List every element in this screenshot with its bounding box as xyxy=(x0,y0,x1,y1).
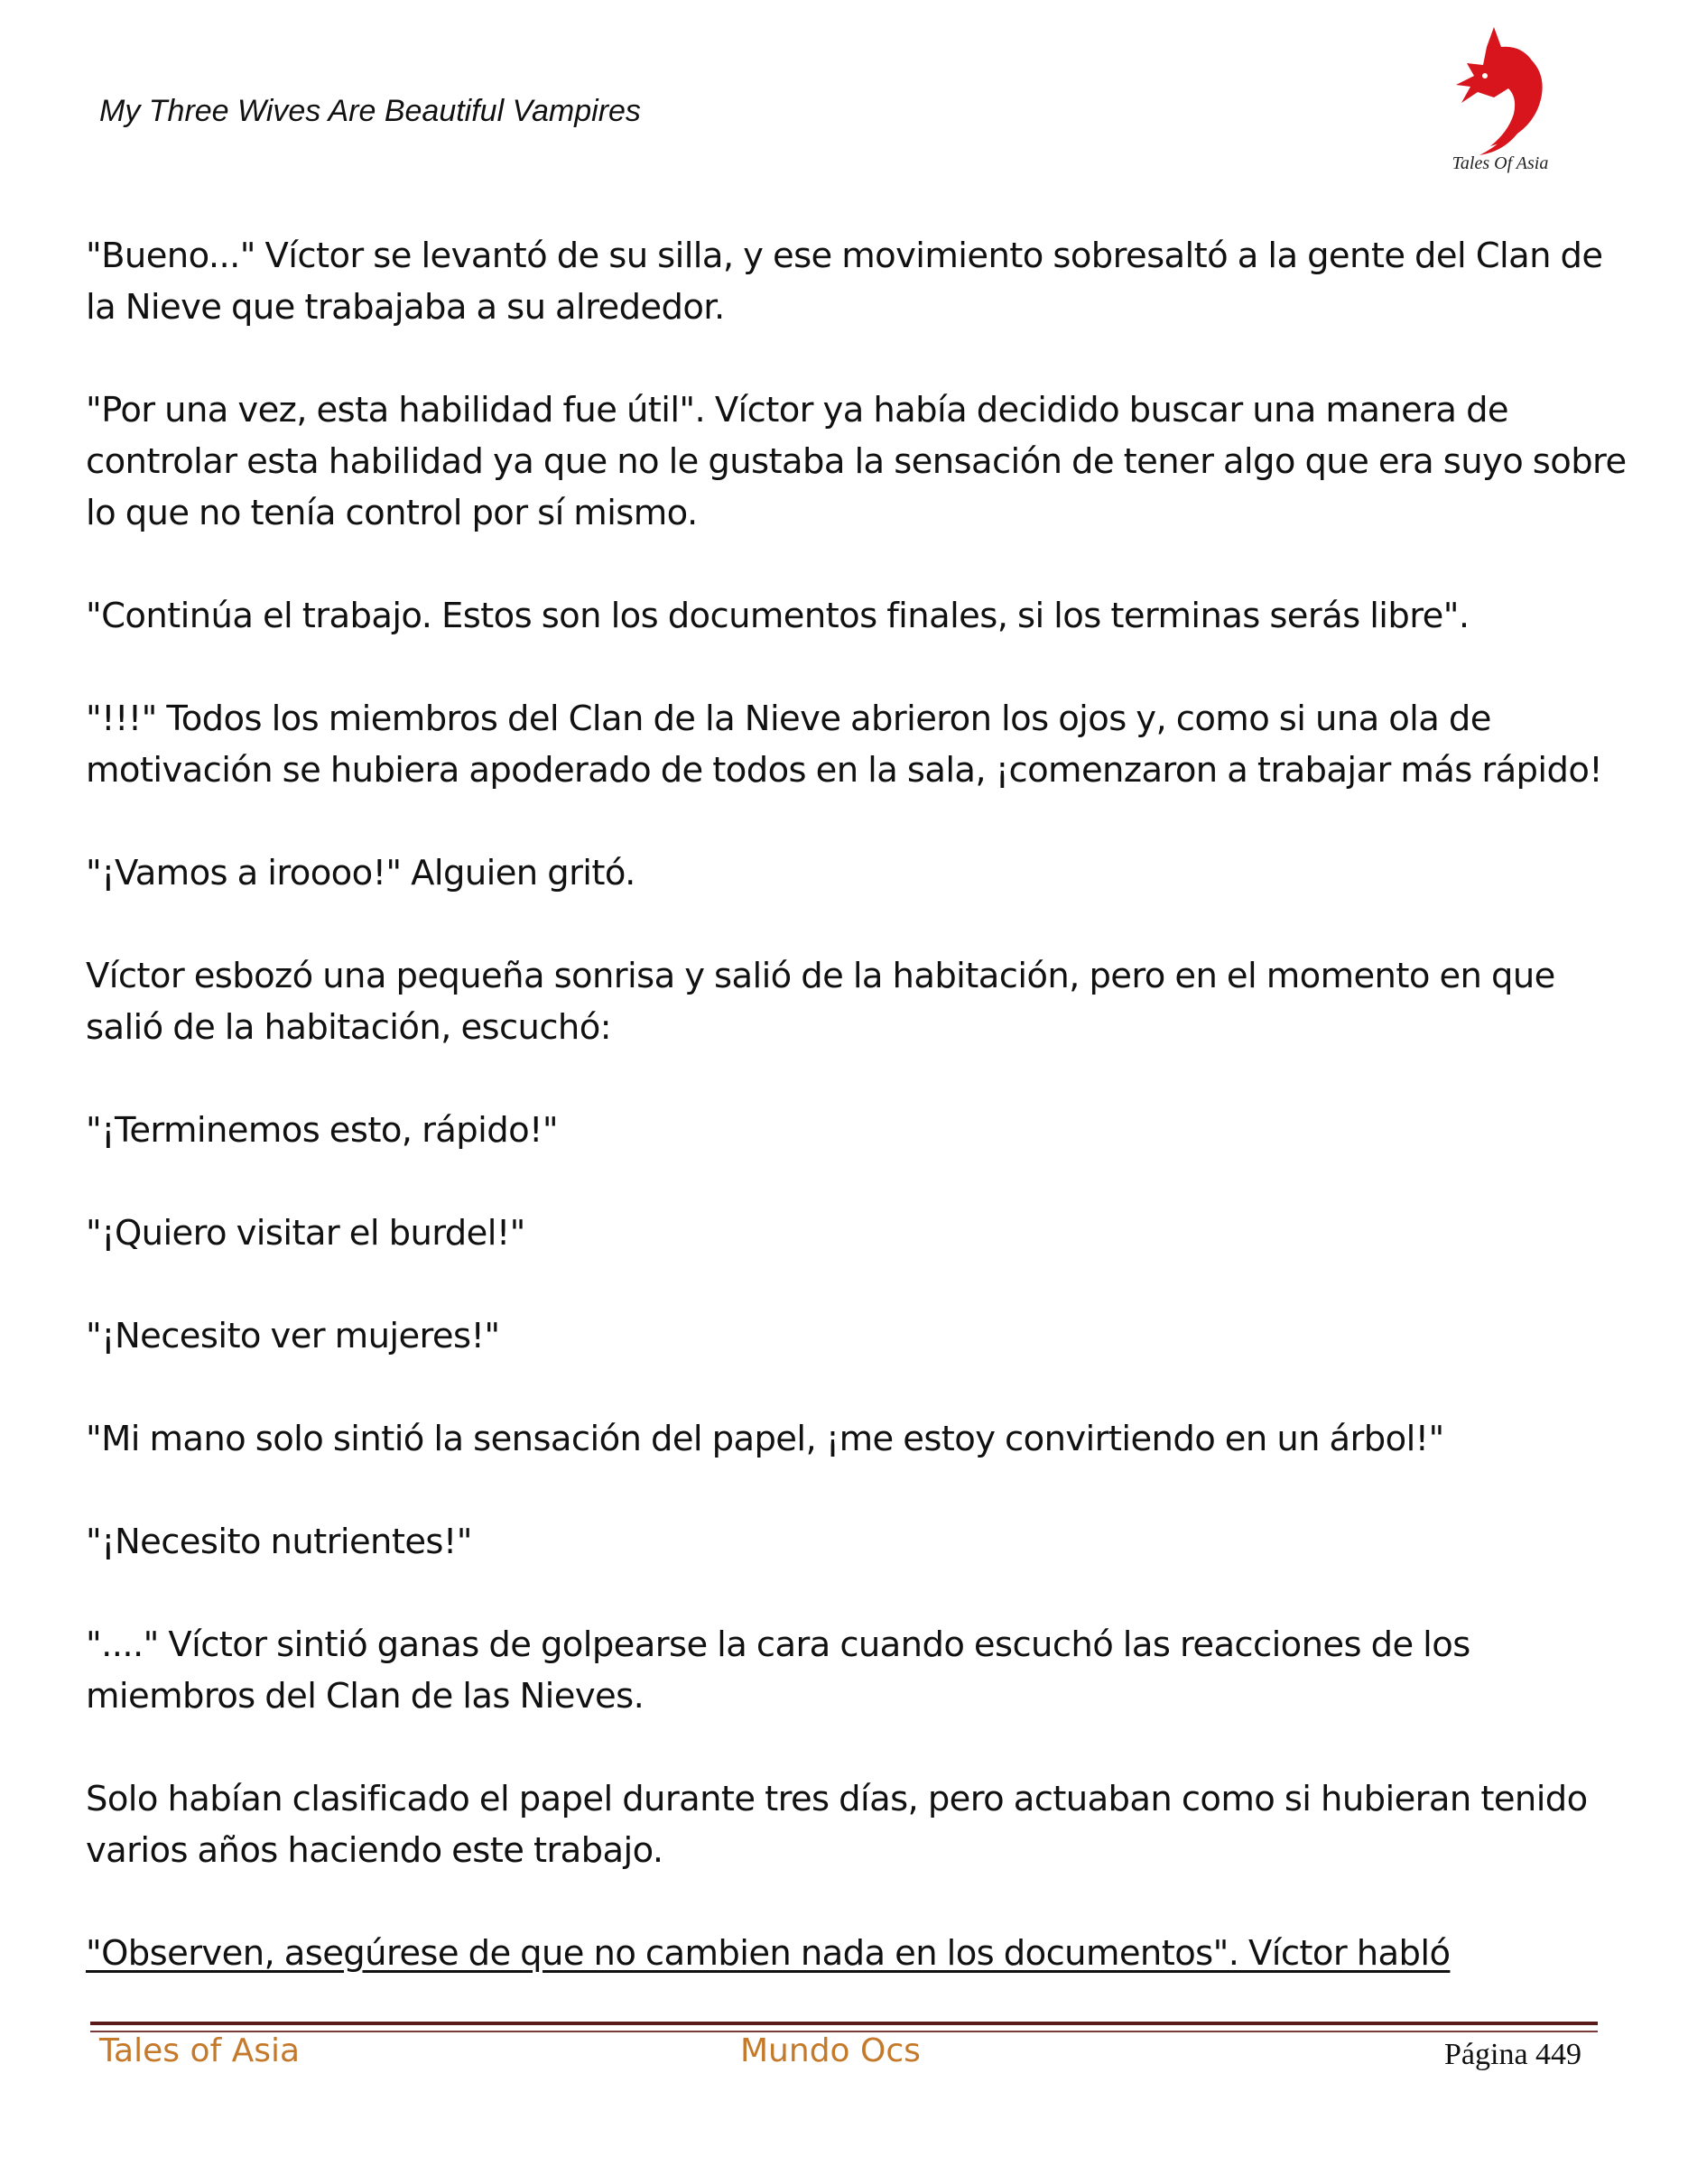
paragraph: "!!!" Todos los miembros del Clan de la Nieve abrieron los ojos y, como si una ola de motivación se hubiera apoderado de todos en la sala, ¡comenzaron a trabajar más rápido! xyxy=(86,699,1603,791)
footer-left-text: Tales of Asia xyxy=(99,2032,301,2069)
paragraph: "¡Vamos a iroooo!" Alguien gritó. xyxy=(86,853,635,893)
paragraph: "Mi mano solo sintió la sensación del papel, ¡me estoy convirtiendo en un árbol!" xyxy=(86,1419,1444,1459)
paragraph: Solo habían clasificado el papel durante tres días, pero actuaban como si hubieran tenido varios años haciendo este trabajo. xyxy=(86,1779,1588,1871)
paragraph: "Bueno..." Víctor se levantó de su silla, y ese movimiento sobresaltó a la gente del Clan de la Nieve que trabajaba a su alrededor. xyxy=(86,236,1603,328)
footer-center-text: Mundo Ocs xyxy=(740,2032,921,2069)
paragraph: "¡Necesito nutrientes!" xyxy=(86,1522,472,1562)
logo-text: Tales Of Asia xyxy=(1451,153,1549,173)
paragraph: "...." Víctor sintió ganas de golpearse la cara cuando escuchó las reacciones de los miembros del Clan de las Nieves. xyxy=(86,1624,1470,1717)
paragraph: "¡Quiero visitar el burdel!" xyxy=(86,1213,525,1254)
paragraph: "Continúa el trabajo. Estos son los documentos finales, si los terminas serás libre". xyxy=(86,596,1470,636)
paragraph: "¡Necesito ver mujeres!" xyxy=(86,1316,500,1356)
paragraph: "¡Terminemos esto, rápido!" xyxy=(86,1110,558,1151)
paragraph: "Por una vez, esta habilidad fue útil". Víctor ya había decidido buscar una manera de controlar esta habilidad ya que no le gustaba la sensación de tener algo que era suyo sobre lo que no tenía control por sí mismo. xyxy=(86,390,1627,533)
page-number: Página 449 xyxy=(1444,2038,1582,2071)
body-text xyxy=(86,230,1629,1979)
header-title: My Three Wives Are Beautiful Vampires xyxy=(99,94,641,128)
paragraph: Víctor esbozó una pequeña sonrisa y salió de la habitación, pero en el momento en que salió de la habitación, escuchó: xyxy=(86,956,1555,1048)
paragraph: "Observen, asegúrese de que no cambien nada en los documentos". Víctor habló xyxy=(86,1933,1451,1974)
footer-rule xyxy=(90,2022,1598,2025)
